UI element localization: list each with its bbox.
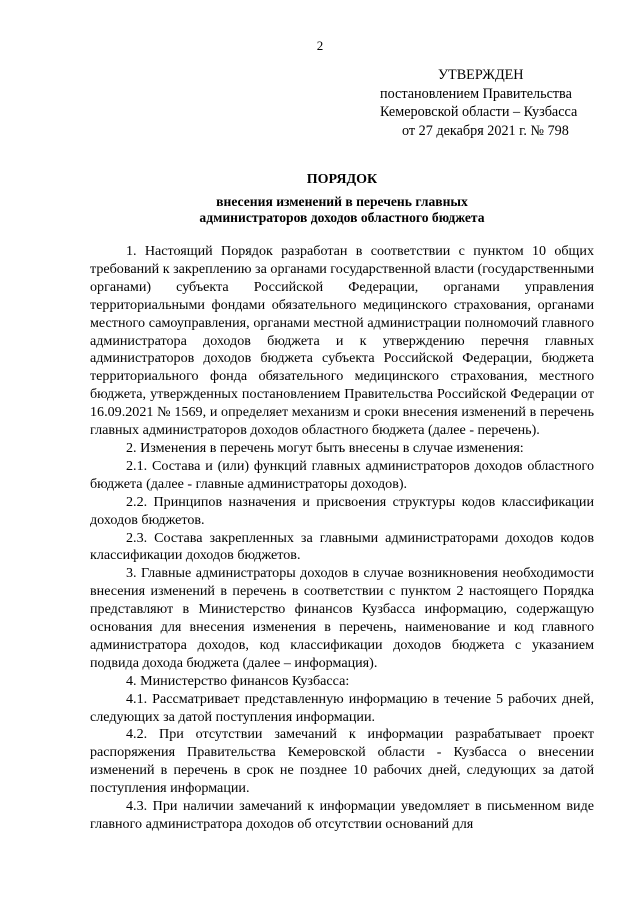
paragraph-4-3: 4.3. При наличии замечаний к информации уведомляет в письменном виде главного администратора доходов об отсутствии оснований для <box>90 798 594 832</box>
approval-line-1: постановлением Правительства <box>380 85 572 102</box>
heading-title: ПОРЯДОК <box>306 172 378 187</box>
page-number: 2 <box>316 38 324 53</box>
paragraph-2-1: 2.1. Состава и (или) функций главных администраторов доходов областного бюджета (далее - главные администраторы доходов). <box>90 457 594 492</box>
paragraph-4-1: 4.1. Рассматривает представленную информацию в течение 5 рабочих дней, следующих за датой поступления информации. <box>90 690 594 725</box>
approval-line-2: Кемеровской области – Кузбасса <box>380 104 578 120</box>
approval-title: УТВЕРЖДЕН <box>438 67 524 83</box>
paragraph-4: 4. Министерство финансов Кузбасса: <box>126 672 350 689</box>
document-body <box>90 243 594 834</box>
paragraph-3: 3. Главные администраторы доходов в случае возникновения необходимости внесения изменений в перечень в соответствии с пунктом 2 настоящего Порядка представляют в Министерство финансов Кузбасса информацию, содержащую основания для внесения изменения в перечень, наименование и код главного администратора доходов, код классификации доходов бюджета с указанием подвида дохода бюджета (далее – информация). <box>90 565 594 671</box>
document-heading <box>90 172 594 227</box>
paragraph-1: 1. Настоящий Порядок разработан в соответствии с пунктом 10 общих требований к закреплению за органами государственной власти (государственными органами) субъекта Российской Федерации, органами управления территориальными фондами обязательного медицинского страхования, органами местного самоуправления, органами местной администрации полномочий главного администратора доходов бюджета и к утверждению перечня главных администраторов доходов бюджета субъекта Российской Федерации, бюджета территориального фонда обязательного медицинского страхования, местного бюджета, утвержденных постановлением Правительства Российской Федерации от 16.09.2021 № 1569, и определяет механизм и сроки внесения изменений в перечень главных администраторов доходов областного бюджета (далее - перечень). <box>90 243 594 439</box>
paragraph-2: 2. Изменения в перечень могут быть внесены в случае изменения: <box>126 439 524 456</box>
approval-block <box>380 66 590 140</box>
heading-subtitle-1: внесения изменений в перечень главных <box>216 193 468 209</box>
paragraph-2-3: 2.3. Состава закрепленных за главными администраторами доходов кодов классификации доходов бюджетов. <box>90 529 594 564</box>
paragraph-2-2: 2.2. Принципов назначения и присвоения структуры кодов классификации доходов бюджетов. <box>90 493 594 528</box>
paragraph-4-2: 4.2. При отсутствии замечаний к информации разрабатывает проект распоряжения Правительства Кемеровской области - Кузбасса о внесении изменений в перечень в срок не позднее 10 рабочих дней, следующих за датой поступления информации. <box>90 726 594 797</box>
approval-line-3: от 27 декабря 2021 г. № 798 <box>402 122 569 139</box>
heading-subtitle-2: администраторов доходов областного бюджета <box>199 210 485 225</box>
